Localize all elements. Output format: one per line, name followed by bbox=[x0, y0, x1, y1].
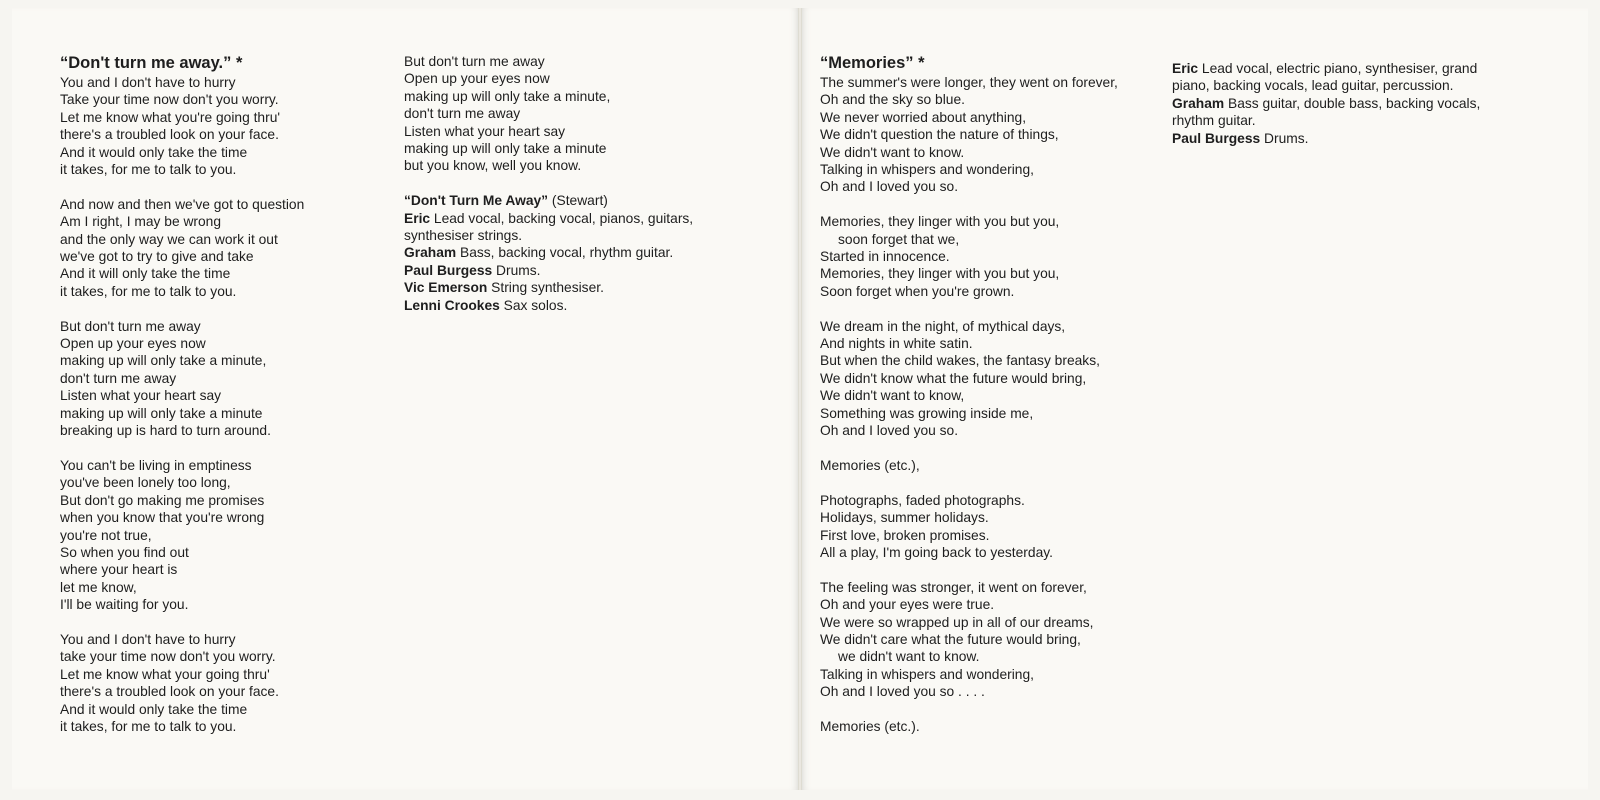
lyric-line: it takes, for me to talk to you. bbox=[60, 283, 237, 299]
lyric-line: You can't be living in emptiness bbox=[60, 457, 252, 473]
lyric-line: but you know, well you know. bbox=[404, 158, 582, 174]
lyric-line: Started in innocence. bbox=[820, 249, 950, 265]
credit-role: Bass guitar, double bass, backing vocals, rhythm guitar. bbox=[1172, 95, 1485, 129]
lyric-line: Let me know what you're going thru' bbox=[60, 109, 281, 125]
lyric-line: Oh and the sky so blue. bbox=[820, 92, 965, 108]
lyric-line: take your time now don't you worry. bbox=[60, 649, 276, 665]
lyric-line: But when the child wakes, the fantasy breaks, bbox=[820, 353, 1100, 369]
credit-line bbox=[404, 279, 724, 296]
lyric-line: don't turn me away bbox=[404, 106, 521, 122]
lyric-line: We didn't want to know, bbox=[820, 388, 965, 404]
credit-line bbox=[1172, 130, 1512, 147]
lyric-line: Open up your eyes now bbox=[404, 71, 550, 87]
credits-heading bbox=[404, 192, 724, 209]
memories-lyrics bbox=[820, 53, 1160, 753]
credit-performer: Paul Burgess bbox=[1172, 130, 1261, 146]
stanza bbox=[60, 74, 380, 178]
credit-role: Lead vocal, backing vocal, pianos, guitars, synthesiser strings. bbox=[404, 210, 697, 244]
lyric-line: All a play, I'm going back to yesterday. bbox=[820, 544, 1053, 560]
dont-turn-me-away-lyrics bbox=[60, 53, 380, 753]
lyric-line: it takes, for me to talk to you. bbox=[60, 162, 237, 178]
lyric-line: We didn't want to know. bbox=[820, 144, 965, 160]
lyric-line: And it would only take the time bbox=[60, 144, 248, 160]
credit-line bbox=[404, 244, 724, 261]
lyric-line: where your heart is bbox=[60, 562, 178, 578]
credit-performer: Graham bbox=[1172, 95, 1225, 111]
credit-performer: Eric bbox=[404, 210, 431, 226]
lyric-line: making up will only take a minute bbox=[60, 405, 263, 421]
lyric-line: Something was growing inside me, bbox=[820, 405, 1034, 421]
song-title: “Memories” * bbox=[820, 54, 925, 72]
lyric-line: don't turn me away bbox=[60, 370, 177, 386]
lyric-line: making up will only take a minute, bbox=[404, 88, 611, 104]
lyric-line: soon forget that we, bbox=[838, 231, 960, 247]
lyric-line: We didn't know what the future would bring, bbox=[820, 370, 1087, 386]
lyric-line: making up will only take a minute bbox=[404, 141, 607, 157]
lyric-line: making up will only take a minute, bbox=[60, 353, 267, 369]
lyric-line: Oh and I loved you so. bbox=[820, 179, 959, 195]
lyric-line: But don't go making me promises bbox=[60, 492, 265, 508]
credit-role: String synthesiser. bbox=[487, 280, 604, 296]
credit-performer: Lenni Crookes bbox=[404, 297, 500, 313]
lyric-line: Am I right, I may be wrong bbox=[60, 214, 222, 230]
credit-line bbox=[404, 210, 724, 245]
credit-line bbox=[1172, 95, 1512, 130]
credit-role: Bass, backing vocal, rhythm guitar. bbox=[456, 245, 674, 261]
lyric-line: We never worried about anything, bbox=[820, 109, 1027, 125]
lyric-line: there's a troubled look on your face. bbox=[60, 684, 279, 700]
stanza bbox=[820, 457, 1160, 474]
lyric-line: you've been lonely too long, bbox=[60, 475, 231, 491]
lyric-line: Memories (etc.), bbox=[820, 457, 920, 473]
lyric-line: and the only way we can work it out bbox=[60, 231, 278, 247]
lyric-line: The feeling was stronger, it went on forever, bbox=[820, 579, 1087, 595]
dont-turn-me-away-lyrics-cont bbox=[404, 53, 724, 314]
lyric-line: Talking in whispers and wondering, bbox=[820, 162, 1034, 178]
stanza bbox=[820, 74, 1160, 196]
stanza bbox=[404, 53, 724, 175]
stanza bbox=[820, 579, 1160, 701]
lyric-line: First love, broken promises. bbox=[820, 527, 990, 543]
lyric-line: let me know, bbox=[60, 579, 137, 595]
lyric-line: Soon forget when you're grown. bbox=[820, 283, 1015, 299]
lyric-line: Open up your eyes now bbox=[60, 336, 206, 352]
credit-performer: Eric bbox=[1172, 61, 1199, 76]
left-page bbox=[12, 8, 798, 790]
lyric-line: Talking in whispers and wondering, bbox=[820, 666, 1034, 682]
credit-performer: Graham bbox=[404, 245, 457, 261]
lyric-line: You and I don't have to hurry bbox=[60, 631, 236, 647]
lyric-line: But don't turn me away bbox=[60, 318, 201, 334]
lyric-line: I'll be waiting for you. bbox=[60, 597, 189, 613]
credit-performer: Vic Emerson bbox=[404, 280, 488, 296]
stanza bbox=[60, 196, 380, 300]
lyric-line: Memories (etc.). bbox=[820, 718, 920, 734]
stanza bbox=[60, 631, 380, 735]
lyric-line: Listen what your heart say bbox=[404, 123, 566, 139]
lyric-line: it takes, for me to talk to you. bbox=[60, 718, 237, 734]
lyric-line: Memories, they linger with you but you, bbox=[820, 266, 1060, 282]
lyric-line: We didn't question the nature of things, bbox=[820, 127, 1059, 143]
credit-line bbox=[404, 297, 724, 314]
credit-role: Lead vocal, electric piano, synthesiser, grand piano, backing vocals, lead guitar, percussion. bbox=[1172, 61, 1482, 94]
lyric-line: Holidays, summer holidays. bbox=[820, 510, 989, 526]
stanza bbox=[820, 213, 1160, 300]
credits-writer: (Stewart) bbox=[548, 193, 608, 209]
credit-performer: Paul Burgess bbox=[404, 262, 493, 278]
right-page bbox=[802, 8, 1588, 790]
lyric-line: Listen what your heart say bbox=[60, 388, 222, 404]
stanza bbox=[60, 457, 380, 614]
lyric-line: And nights in white satin. bbox=[820, 336, 973, 352]
stanza bbox=[60, 318, 380, 440]
lyric-line: Oh and I loved you so. bbox=[820, 423, 959, 439]
lyric-line: The summer's were longer, they went on forever, bbox=[820, 75, 1118, 90]
stanza bbox=[820, 718, 1160, 735]
lyric-line: there's a troubled look on your face. bbox=[60, 127, 279, 143]
lyric-line: And it would only take the time bbox=[60, 701, 248, 717]
lyric-line: breaking up is hard to turn around. bbox=[60, 423, 271, 439]
credit-line bbox=[404, 262, 724, 279]
lyric-line: we didn't want to know. bbox=[838, 649, 980, 665]
lyric-line: We dream in the night, of mythical days, bbox=[820, 318, 1066, 334]
lyric-line: We were so wrapped up in all of our dreams, bbox=[820, 614, 1094, 630]
lyric-line: And it will only take the time bbox=[60, 266, 231, 282]
lyric-line: Oh and I loved you so . . . . bbox=[820, 684, 985, 700]
stanza bbox=[820, 318, 1160, 440]
memories-credits bbox=[1172, 60, 1512, 147]
credits-song-title: “Don't Turn Me Away” bbox=[404, 193, 549, 209]
lyric-line: Photographs, faded photographs. bbox=[820, 492, 1025, 508]
credit-role: Drums. bbox=[492, 262, 541, 278]
song-credits bbox=[404, 192, 724, 314]
lyric-line: Memories, they linger with you but you, bbox=[820, 214, 1060, 230]
credit-role: Drums. bbox=[1260, 130, 1309, 146]
lyric-line: We didn't care what the future would bring, bbox=[820, 631, 1081, 647]
lyric-line: we've got to try to give and take bbox=[60, 249, 254, 265]
lyric-line: Oh and your eyes were true. bbox=[820, 597, 995, 613]
lyric-line: But don't turn me away bbox=[404, 54, 545, 69]
lyric-line: you're not true, bbox=[60, 527, 152, 543]
lyric-line: when you know that you're wrong bbox=[60, 510, 265, 526]
song-title: “Don't turn me away.” * bbox=[60, 54, 243, 72]
lyric-line: You and I don't have to hurry bbox=[60, 75, 236, 90]
lyric-line: Take your time now don't you worry. bbox=[60, 92, 279, 108]
credit-role: Sax solos. bbox=[499, 297, 568, 313]
lyric-line: So when you find out bbox=[60, 544, 189, 560]
lyric-line: And now and then we've got to question bbox=[60, 196, 305, 212]
stanza bbox=[820, 492, 1160, 562]
lyric-line: Let me know what your going thru' bbox=[60, 666, 270, 682]
credit-line bbox=[1172, 60, 1512, 95]
